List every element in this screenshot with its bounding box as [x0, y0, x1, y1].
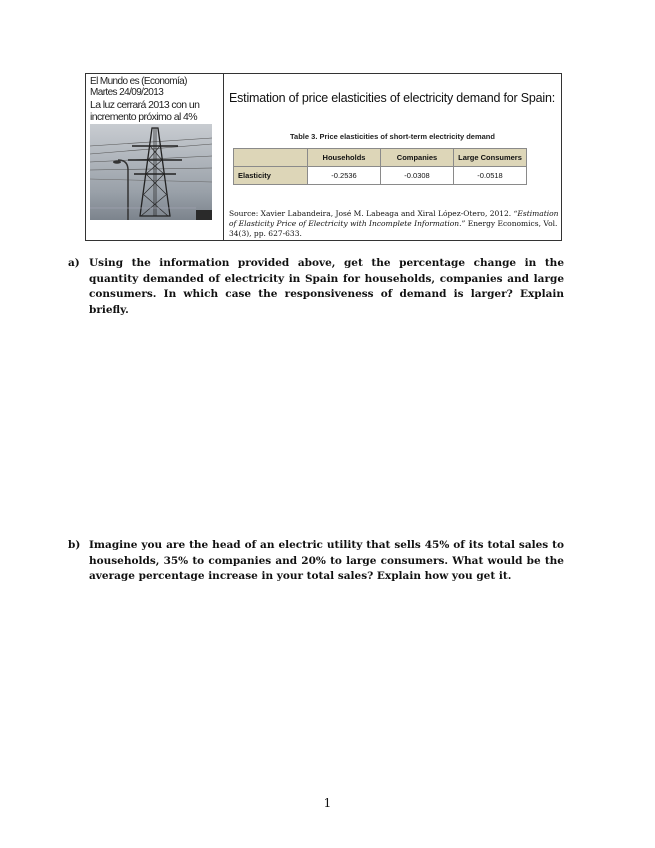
table-header-households: Households	[308, 149, 381, 167]
table-caption: Table 3. Price elasticities of short-term electricity demand	[290, 132, 495, 141]
news-date: Martes 24/09/2013	[90, 87, 164, 98]
table-row	[234, 167, 527, 185]
table-header-large-consumers: Large Consumers	[454, 149, 527, 167]
question-text: Using the information provided above, get the percentage change in the quantity demanded of electricity in Spain for households, companies and large consumers. In which case the responsiveness of demand is larger? Explain briefly.	[89, 257, 564, 316]
source-article-title: Estimation of Elasticity Price of Electricity with Incomplete Information.	[229, 209, 559, 228]
table-header-companies: Companies	[381, 149, 454, 167]
source-authors: Source: Xavier Labandeira, José M. Labeaga and Xiral López-Otero, 2012. “	[229, 209, 518, 218]
estimation-title: Estimation of price elasticities of electricity demand for Spain:	[229, 91, 556, 105]
question-a	[68, 256, 564, 318]
source-citation	[229, 209, 559, 239]
households-elasticity: -0.2536	[308, 167, 381, 185]
source-journal: ” Energy Economics, Vol. 34(3), pp. 627-633.	[229, 219, 558, 238]
case-box	[85, 73, 562, 241]
news-clipping	[86, 74, 224, 240]
table-header-cell	[234, 149, 308, 167]
news-headline: La luz cerrará 2013 con un incremento próximo al 4%	[90, 99, 200, 123]
elasticity-table	[233, 148, 527, 185]
companies-elasticity: -0.0308	[381, 167, 454, 185]
electricity-pylon-photo	[90, 124, 212, 220]
large-consumers-elasticity: -0.0518	[454, 167, 527, 185]
question-label: b)	[68, 539, 81, 551]
estimation-panel	[224, 74, 561, 240]
table-header-row	[234, 149, 527, 167]
question-label: a)	[68, 257, 80, 269]
question-text: Imagine you are the head of an electric utility that sells 45% of its total sales to households, 35% to companies and 20% to large consumers. What would be the average percentage increase in your total sales? Explain how you get it.	[89, 539, 564, 582]
row-label: Elasticity	[234, 167, 308, 185]
news-source: El Mundo es (Economía)	[90, 76, 187, 87]
page-number: 1	[323, 796, 332, 810]
question-b	[68, 538, 564, 585]
